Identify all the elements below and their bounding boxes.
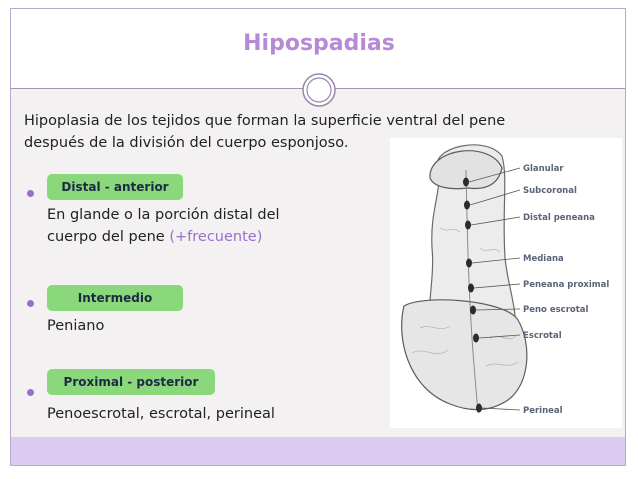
desc-proximal-posterior xyxy=(47,403,275,425)
label-subcoronal: Subcoronal xyxy=(523,186,577,196)
hypospadias-illustration xyxy=(390,138,622,428)
intro-line-2: después de la división del cuerpo esponjoso. xyxy=(24,135,349,151)
label-escrotal: Escrotal xyxy=(523,331,562,341)
desc-distal-line-1: En glande o la porción distal del xyxy=(47,207,280,223)
circle-ornament-icon xyxy=(301,72,337,108)
bullet-icon xyxy=(27,389,34,396)
footer-band xyxy=(11,437,625,465)
frequency-highlight: (+frecuente) xyxy=(169,229,263,245)
bullet-icon xyxy=(27,300,34,307)
tag-proximal-posterior: Proximal - posterior xyxy=(47,369,215,395)
slide-title: Hipospadias xyxy=(243,31,395,56)
label-peneana-proximal: Peneana proximal xyxy=(523,280,610,290)
label-distal-peneana: Distal peneana xyxy=(523,213,595,223)
desc-distal-anterior xyxy=(47,204,280,248)
label-peno-escrotal: Peno escrotal xyxy=(523,305,589,315)
intro-line-1: Hipoplasia de los tejidos que forman la superficie ventral del pene xyxy=(24,113,506,129)
tag-intermedio: Intermedio xyxy=(47,285,183,311)
desc-intermedio-line-1: Peniano xyxy=(47,318,105,334)
label-glanular: Glanular xyxy=(523,164,564,174)
label-perineal: Perineal xyxy=(523,406,563,416)
desc-proximal-line-1: Penoescrotal, escrotal, perineal xyxy=(47,406,275,422)
label-mediana: Mediana xyxy=(523,254,564,264)
tag-distal-anterior: Distal - anterior xyxy=(47,174,183,200)
desc-distal-line-2-text: cuerpo del pene xyxy=(47,229,170,245)
desc-intermedio xyxy=(47,315,104,337)
desc-distal-line-2 xyxy=(47,226,280,248)
bullet-icon xyxy=(27,190,34,197)
